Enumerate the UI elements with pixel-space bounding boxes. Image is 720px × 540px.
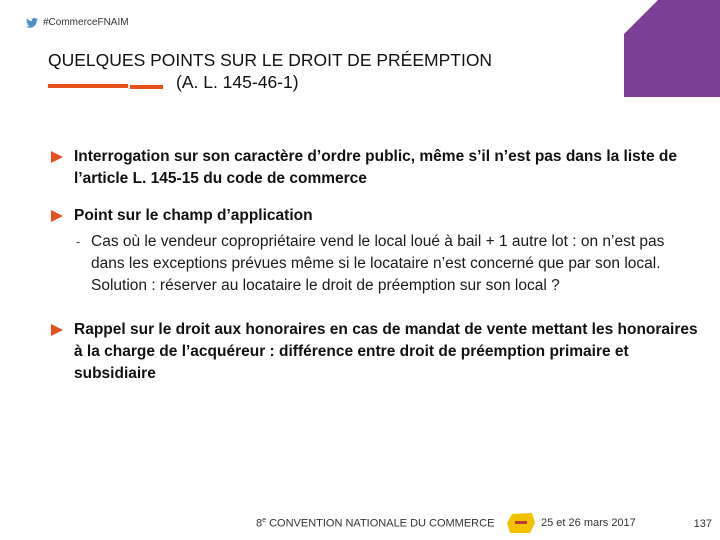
bullet-item bbox=[48, 146, 698, 190]
convention-label: 8e CONVENTION NATIONALE DU COMMERCE bbox=[256, 517, 495, 530]
purple-corner-decoration bbox=[624, 0, 720, 97]
arrow-bullet-icon bbox=[51, 151, 63, 163]
title-underline bbox=[48, 84, 128, 88]
footer bbox=[0, 512, 720, 536]
convention-dates: 25 et 26 mars 2017 bbox=[541, 517, 636, 529]
bullet-text: Interrogation sur son caractère d’ordre public, même s’il n’est pas dans la liste de l’article L. 145-15 du code de commerce bbox=[74, 148, 677, 187]
sub-bullet-text: Cas où le vendeur copropriétaire vend le local loué à bail + 1 autre lot : on n’est pas dans les exceptions prévues même si le locataire n’est concerné que par son local. Solution : réserver au locataire le droit de préemption sur son local ? bbox=[91, 233, 665, 294]
arrow-bullet-icon bbox=[51, 210, 63, 222]
slide-content bbox=[48, 146, 698, 385]
bullet-text: Rappel sur le droit aux honoraires en cas de mandat de vente mettant les honoraires à la charge de l’acquéreur : différence entre droit de préemption primaire et subsidiaire bbox=[74, 321, 698, 382]
bullet-item bbox=[48, 319, 698, 385]
arrow-bullet-icon bbox=[51, 324, 63, 336]
bullet-item bbox=[48, 205, 698, 227]
convention-logo-icon bbox=[506, 512, 536, 534]
hashtag-text: #CommerceFNAIM bbox=[43, 17, 129, 28]
bullet-text: Point sur le champ d’application bbox=[74, 207, 313, 224]
title-underline-short bbox=[130, 85, 163, 89]
twitter-bird-icon bbox=[26, 18, 38, 28]
title-line-2: (A. L. 145-46-1) bbox=[176, 72, 299, 92]
sub-bullet-item bbox=[48, 231, 698, 297]
hashtag-header bbox=[26, 17, 129, 28]
page-number: 137 bbox=[693, 518, 712, 530]
title-line-1: QUELQUES POINTS SUR LE DROIT DE PRÉEMPTION bbox=[48, 50, 493, 70]
dash-bullet-icon: ‑ bbox=[76, 234, 81, 249]
